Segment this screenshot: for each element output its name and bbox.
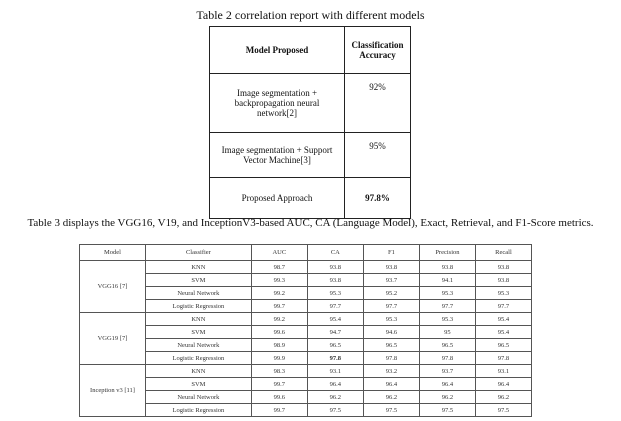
table3-value-cell: 96.2 <box>475 391 531 404</box>
table3-value-cell: 93.1 <box>307 365 363 378</box>
table2-row <box>210 74 411 133</box>
table3-value-cell: 95.3 <box>419 287 475 300</box>
table3-value-cell: 96.4 <box>363 378 419 391</box>
table3-header-recall: Recall <box>475 245 531 261</box>
table3-value-cell: 97.7 <box>475 300 531 313</box>
table3-classifier-cell: Neural Network <box>145 391 251 404</box>
table3-classifier-cell: Logistic Regression <box>145 404 251 417</box>
table3-value-cell: 96.2 <box>363 391 419 404</box>
table3-header-f1: F1 <box>363 245 419 261</box>
table3-value-cell: 99.6 <box>251 391 307 404</box>
table3-value-cell: 97.7 <box>419 300 475 313</box>
table2-header-row <box>210 27 411 74</box>
table2-accuracy-cell: 92% <box>345 74 411 133</box>
table3-classifier-cell: Logistic Regression <box>145 352 251 365</box>
table3-classifier-cell: Logistic Regression <box>145 300 251 313</box>
table3-value-cell: 97.8 <box>307 352 363 365</box>
table3-model-cell: Inception v3 [11] <box>80 365 146 417</box>
table3-value-cell: 93.2 <box>363 365 419 378</box>
table3-value-cell: 99.2 <box>251 287 307 300</box>
table3-value-cell: 93.7 <box>363 274 419 287</box>
table3-value-cell: 97.5 <box>307 404 363 417</box>
table3-value-cell: 95 <box>419 326 475 339</box>
table3-model-cell: VGG19 [7] <box>80 313 146 365</box>
table2 <box>209 26 411 219</box>
table3-value-cell: 99.7 <box>251 404 307 417</box>
table3-value-cell: 97.7 <box>307 300 363 313</box>
table-row <box>80 339 532 352</box>
table3-value-cell: 94.7 <box>307 326 363 339</box>
table3-model-cell: VGG16 [7] <box>80 261 146 313</box>
table3-classifier-cell: SVM <box>145 378 251 391</box>
table-row <box>80 274 532 287</box>
table3-value-cell: 93.8 <box>419 261 475 274</box>
table3 <box>79 244 532 417</box>
table3-body <box>80 261 532 417</box>
table2-model-cell: Proposed Approach <box>210 178 345 219</box>
table3-value-cell: 95.3 <box>475 287 531 300</box>
table3-classifier-cell: Neural Network <box>145 339 251 352</box>
table2-row <box>210 133 411 178</box>
table3-header-classifier: Classifier <box>145 245 251 261</box>
table3-value-cell: 93.8 <box>475 274 531 287</box>
table3-value-cell: 97.8 <box>475 352 531 365</box>
table3-value-cell: 99.7 <box>251 300 307 313</box>
table-row <box>80 326 532 339</box>
table2-header-model: Model Proposed <box>210 27 345 74</box>
table3-value-cell: 95.4 <box>475 313 531 326</box>
table3-header-model: Model <box>80 245 146 261</box>
table3-value-cell: 98.9 <box>251 339 307 352</box>
table3-value-cell: 99.7 <box>251 378 307 391</box>
table3-value-cell: 96.2 <box>307 391 363 404</box>
table3-value-cell: 93.8 <box>475 261 531 274</box>
table3-value-cell: 99.2 <box>251 313 307 326</box>
table3-value-cell: 96.4 <box>475 378 531 391</box>
table3-header-precision: Precision <box>419 245 475 261</box>
table-row <box>80 391 532 404</box>
table3-header-row <box>80 245 532 261</box>
table3-value-cell: 94.6 <box>363 326 419 339</box>
table-row <box>80 378 532 391</box>
table3-value-cell: 97.7 <box>363 300 419 313</box>
table3-value-cell: 95.3 <box>307 287 363 300</box>
table3-value-cell: 95.4 <box>307 313 363 326</box>
table3-caption: Table 3 displays the VGG16, V19, and InceptionV3-based AUC, CA (Language Model), Exact, Retrieval, and F1-Score metrics. <box>27 217 594 229</box>
table3-classifier-cell: SVM <box>145 274 251 287</box>
table-row <box>80 352 532 365</box>
table3-value-cell: 96.5 <box>363 339 419 352</box>
table2-model-cell: Image segmentation + backpropagation neural network[2] <box>210 74 345 133</box>
table3-value-cell: 99.6 <box>251 326 307 339</box>
table3-value-cell: 99.3 <box>251 274 307 287</box>
table-row <box>80 261 532 274</box>
table3-header-ca: CA <box>307 245 363 261</box>
table3-value-cell: 98.3 <box>251 365 307 378</box>
table3-value-cell: 96.5 <box>307 339 363 352</box>
table-row <box>80 313 532 326</box>
table3-classifier-cell: SVM <box>145 326 251 339</box>
table3-value-cell: 97.5 <box>475 404 531 417</box>
table3-value-cell: 96.2 <box>419 391 475 404</box>
table3-value-cell: 98.7 <box>251 261 307 274</box>
table3-value-cell: 93.8 <box>307 274 363 287</box>
table3-value-cell: 96.5 <box>475 339 531 352</box>
table3-value-cell: 95.3 <box>419 313 475 326</box>
table3-value-cell: 94.1 <box>419 274 475 287</box>
table-row <box>80 287 532 300</box>
table2-row <box>210 178 411 219</box>
table3-value-cell: 96.5 <box>419 339 475 352</box>
table3-value-cell: 97.8 <box>363 352 419 365</box>
table3-classifier-cell: Neural Network <box>145 287 251 300</box>
table3-value-cell: 95.3 <box>363 313 419 326</box>
table3-value-cell: 93.1 <box>475 365 531 378</box>
table3-value-cell: 93.8 <box>307 261 363 274</box>
table3-header-auc: AUC <box>251 245 307 261</box>
table-row <box>80 365 532 378</box>
table3-value-cell: 95.4 <box>475 326 531 339</box>
table3-classifier-cell: KNN <box>145 261 251 274</box>
table3-value-cell: 93.8 <box>363 261 419 274</box>
table-row <box>80 404 532 417</box>
table3-value-cell: 96.4 <box>419 378 475 391</box>
table3-value-cell: 93.7 <box>419 365 475 378</box>
table2-model-cell: Image segmentation + Support Vector Machine[3] <box>210 133 345 178</box>
table-row <box>80 300 532 313</box>
table3-value-cell: 95.2 <box>363 287 419 300</box>
table2-header-accuracy: Classification Accuracy <box>345 27 411 74</box>
table2-accuracy-cell: 95% <box>345 133 411 178</box>
table3-value-cell: 97.5 <box>363 404 419 417</box>
table2-caption: Table 2 correlation report with different models <box>196 8 425 22</box>
table3-value-cell: 99.9 <box>251 352 307 365</box>
table3-classifier-cell: KNN <box>145 365 251 378</box>
table2-accuracy-cell: 97.8% <box>345 178 411 219</box>
table3-classifier-cell: KNN <box>145 313 251 326</box>
table3-value-cell: 96.4 <box>307 378 363 391</box>
table3-value-cell: 97.5 <box>419 404 475 417</box>
table3-value-cell: 97.8 <box>419 352 475 365</box>
